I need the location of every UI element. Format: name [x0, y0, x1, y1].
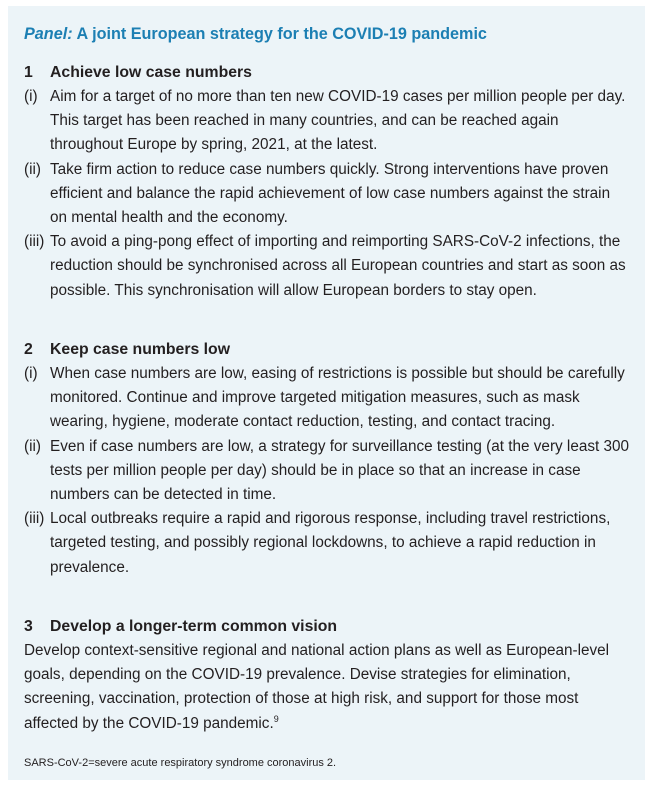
list-item-text: To avoid a ping-pong effect of importing and reimporting SARS-CoV-2 infections, the reduction should be synchronised across all European countries and start as soon as possible. This synchronisation will allow European borders to stay open.: [50, 233, 626, 299]
section-number: 3: [24, 618, 33, 635]
list-marker: (i): [24, 88, 38, 105]
list-marker: (iii): [24, 233, 45, 251]
list-marker: (iii): [24, 510, 45, 528]
list-item: [24, 158, 630, 231]
panel-title-text: A joint European strategy for the COVID-19 pandemic: [72, 25, 487, 43]
footnote: SARS-CoV-2=severe acute respiratory syndrome coronavirus 2.: [24, 757, 337, 769]
section-1: [24, 61, 630, 303]
list-item-text: Take firm action to reduce case numbers quickly. Strong interventions have proven efficient and balance the rapid achievement of low case numbers against the strain on mental health and the economy.: [50, 160, 611, 227]
panel-title: [24, 23, 487, 45]
list-item-text: When case numbers are low, easing of restrictions is possible but should be carefully monitored. Continue and improve targeted mitigation measures, such as mask wearing, hygiene, moderate contact reduction, testing, and contact tracing.: [50, 365, 625, 431]
reference-number: 9: [273, 713, 279, 724]
section-heading: [24, 338, 630, 362]
list-marker: (i): [24, 365, 38, 382]
list-item: [24, 435, 630, 508]
section-number: 2: [24, 341, 33, 358]
list-item: [24, 85, 630, 158]
section-heading: [24, 61, 630, 85]
section-3: [24, 615, 630, 736]
list-marker: (ii): [24, 437, 41, 455]
section-title: Achieve low case numbers: [50, 64, 252, 81]
list-marker: (ii): [24, 160, 41, 178]
list-item-text: Aim for a target of no more than ten new COVID-19 cases per million people per day. This target has been reached in many countries, and can be reached again throughout Europe by spring, 2021, at the latest.: [50, 88, 626, 154]
list-item-text: Local outbreaks require a rapid and rigorous response, including travel restrictions, targeted testing, and possibly regional lockdowns, to achieve a rapid reduction in prevalence.: [50, 510, 611, 576]
list-item: [24, 230, 630, 303]
panel-title-lead: Panel:: [24, 25, 73, 43]
section-title: Keep case numbers low: [50, 341, 230, 358]
strategy-panel: [8, 6, 645, 780]
section-number: 1: [24, 64, 33, 81]
paragraph-text: Develop context-sensitive regional and national action plans as well as European-level goals, depending on the COVID-19 prevalence. Devise strategies for elimination, screening, vaccination, protection of those at high risk, and support for those most affected by the COVID-19 pandemic.: [24, 642, 610, 732]
section-2: [24, 338, 630, 580]
section-paragraph: [24, 639, 630, 736]
list-item: [24, 362, 630, 435]
section-heading: [24, 615, 630, 639]
list-item-text: Even if case numbers are low, a strategy for surveillance testing (at the very least 300 tests per million people per day) should be in place so that an increase in case numbers can be detected in time.: [50, 437, 630, 504]
list-item: [24, 507, 630, 580]
section-title: Develop a longer-term common vision: [50, 618, 338, 635]
